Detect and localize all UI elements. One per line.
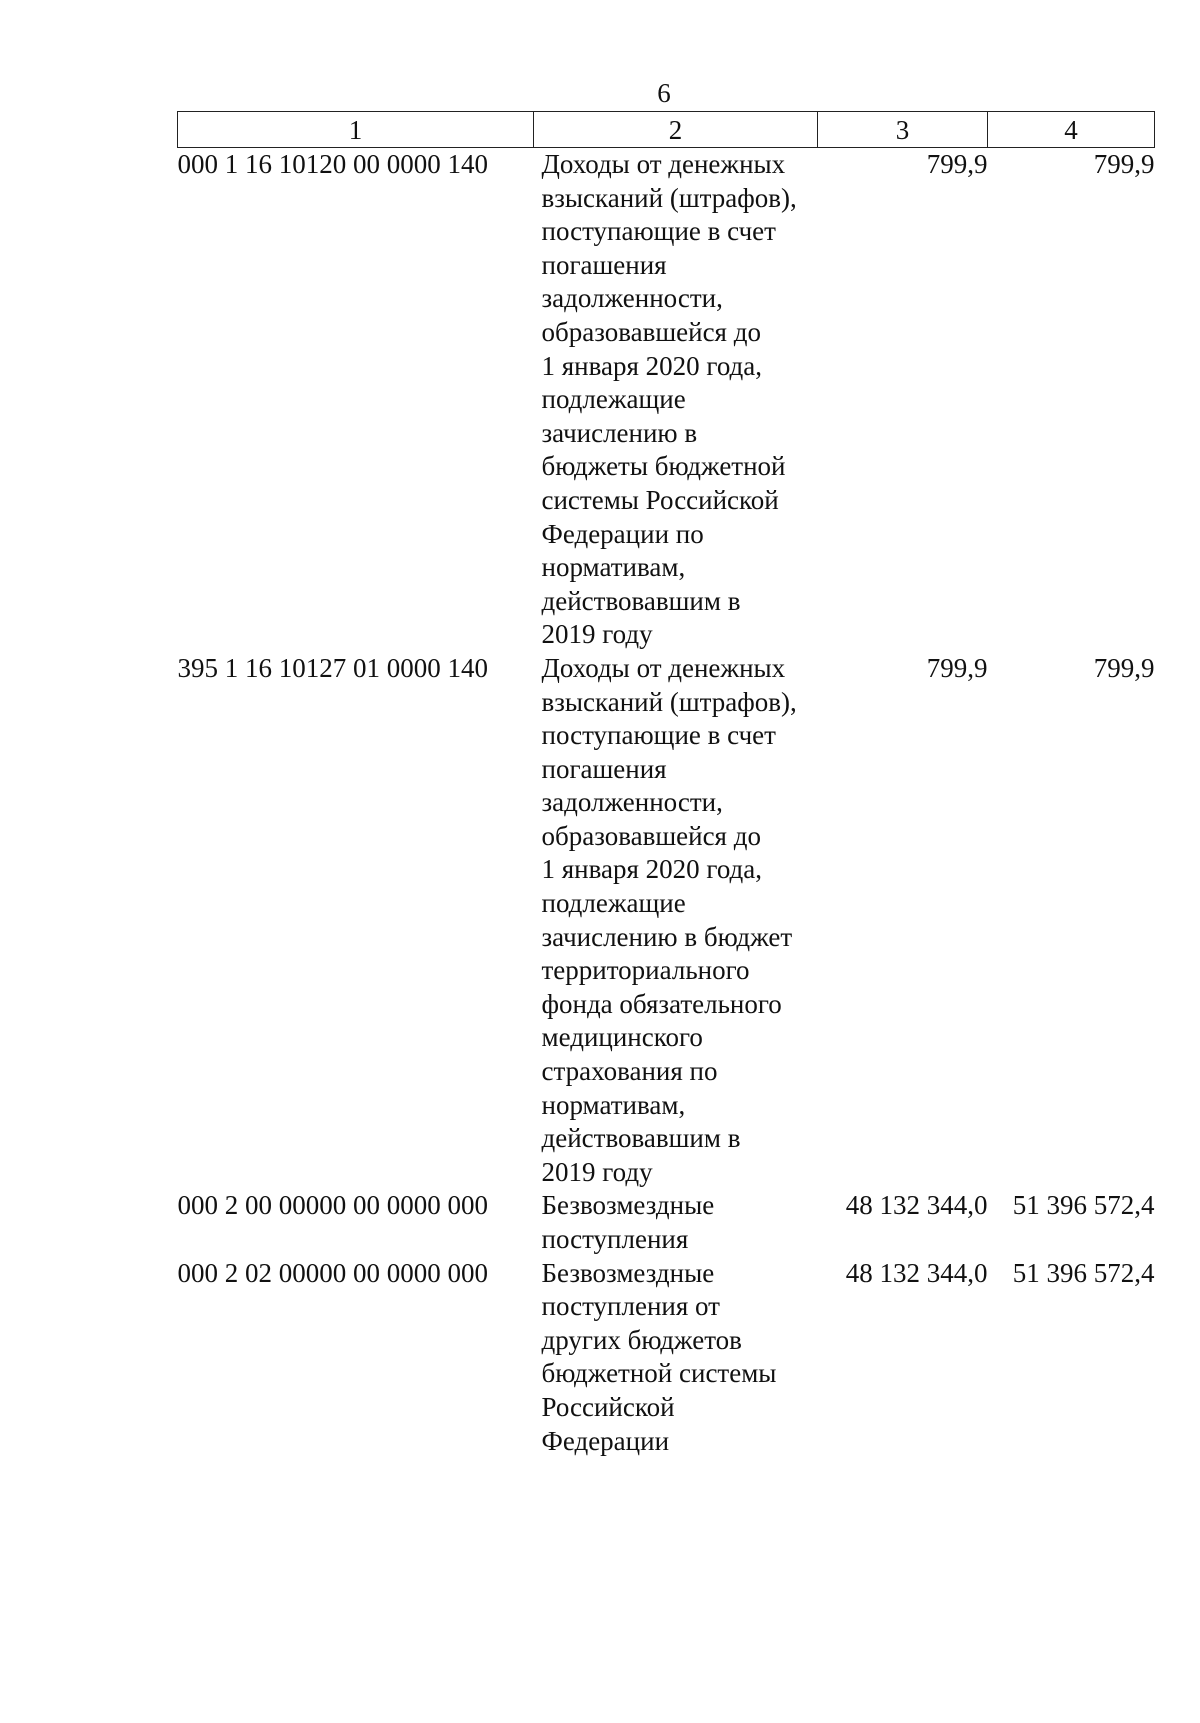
revenue-name-line: поступающие в счет	[541, 720, 776, 751]
revenue-name-line: других бюджетов	[541, 1324, 742, 1355]
revenue-code: 000 1 16 10120 00 0000 140	[177, 149, 488, 179]
amount-col-4: 51 396 572,4	[1012, 1257, 1155, 1288]
revenue-name	[534, 652, 818, 1190]
amount-col-4: 799,9	[1093, 652, 1155, 683]
revenue-name-line: территориального	[541, 955, 750, 986]
table-row	[178, 652, 1155, 1190]
revenue-name-line: 2019 году	[541, 619, 653, 650]
amount-col-4: 51 396 572,4	[1012, 1190, 1155, 1221]
revenue-name-line: зачислению в бюджет	[541, 921, 793, 952]
revenue-name-line: взысканий (штрафов),	[541, 182, 797, 213]
table-body	[178, 148, 1155, 1459]
amount-col-4: 799,9	[1093, 149, 1155, 179]
table-header	[178, 112, 1155, 148]
revenue-code: 395 1 16 10127 01 0000 140	[177, 652, 488, 683]
revenue-name-line: 2019 году	[541, 1156, 653, 1187]
header-col-2: 2	[534, 112, 818, 148]
revenue-name-line: взысканий (штрафов),	[541, 686, 797, 717]
revenue-name-line: Безвозмездные	[541, 1190, 715, 1221]
revenue-code: 000 2 00 00000 00 0000 000	[177, 1190, 488, 1221]
amount-col-3: 799,9	[926, 149, 988, 179]
revenue-name-line: системы Российской	[541, 484, 779, 515]
budget-revenue-table	[177, 111, 1155, 1458]
revenue-name-line: образовавшейся до	[541, 820, 761, 851]
revenue-name-line: действовавшим в	[541, 585, 741, 616]
revenue-name-line: задолженности,	[541, 787, 723, 818]
revenue-name-line: бюджеты бюджетной	[541, 451, 786, 482]
revenue-name-line: поступления от	[541, 1291, 720, 1322]
amount-col-3: 48 132 344,0	[845, 1257, 988, 1288]
table-row	[178, 1189, 1155, 1256]
revenue-name-line: задолженности,	[541, 283, 723, 314]
revenue-name-line: нормативам,	[541, 552, 686, 583]
revenue-name-line: зачислению в	[541, 417, 698, 448]
table-row	[178, 1257, 1155, 1459]
revenue-name-line: поступления	[541, 1224, 689, 1254]
revenue-name-line: образовавшейся до	[541, 316, 761, 347]
revenue-name-line: Безвозмездные	[541, 1257, 715, 1288]
revenue-name-line: 1 января 2020 года,	[541, 350, 763, 381]
revenue-name	[534, 1257, 818, 1459]
revenue-name-line: 1 января 2020 года,	[541, 854, 763, 885]
revenue-code: 000 2 02 00000 00 0000 000	[177, 1257, 488, 1288]
revenue-name-line: страхования по	[541, 1056, 718, 1087]
revenue-name-line: погашения	[541, 249, 667, 280]
revenue-name-line: Федерации	[541, 1425, 670, 1456]
header-col-4: 4	[988, 112, 1155, 148]
revenue-name-line: подлежащие	[541, 888, 686, 919]
revenue-name-line: поступающие в счет	[541, 216, 776, 247]
revenue-name	[534, 148, 818, 652]
amount-col-3: 48 132 344,0	[845, 1190, 988, 1221]
revenue-name-line: Доходы от денежных	[541, 149, 786, 179]
revenue-name-line: фонда обязательного	[541, 988, 782, 1019]
revenue-name-line: подлежащие	[541, 384, 686, 415]
header-col-3: 3	[818, 112, 988, 148]
revenue-name-line: погашения	[541, 753, 667, 784]
revenue-name-line: действовавшим в	[541, 1123, 741, 1154]
revenue-name-line: Доходы от денежных	[541, 652, 786, 683]
table-row	[178, 148, 1155, 652]
header-row	[178, 112, 1155, 148]
revenue-name-line: бюджетной системы	[541, 1358, 777, 1389]
revenue-name-line: медицинского	[541, 1022, 703, 1053]
revenue-name-line: Федерации по	[541, 518, 704, 549]
header-col-1: 1	[178, 112, 534, 148]
revenue-name	[534, 1189, 818, 1256]
amount-col-3: 799,9	[926, 652, 988, 683]
page-number: 6	[657, 78, 671, 108]
revenue-name-line: Российской	[541, 1391, 675, 1422]
revenue-name-line: нормативам,	[541, 1089, 686, 1120]
